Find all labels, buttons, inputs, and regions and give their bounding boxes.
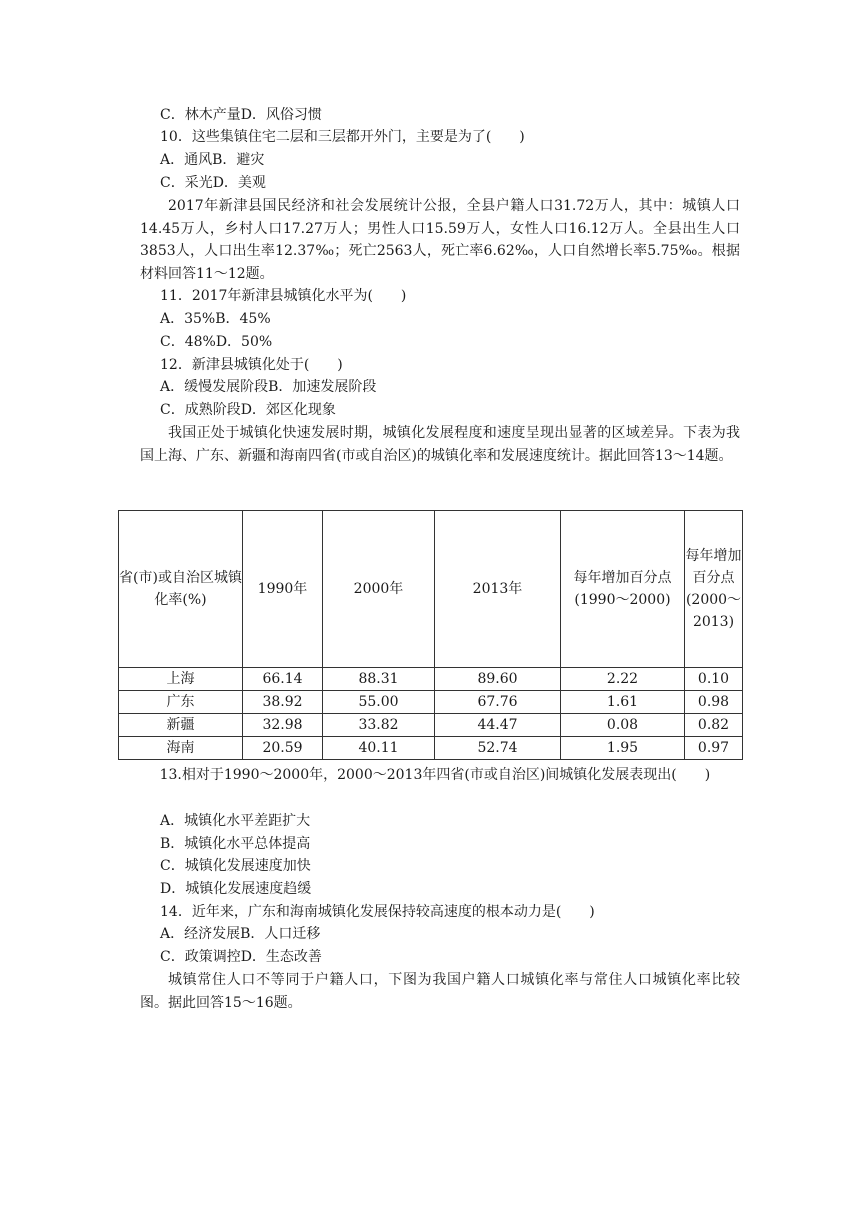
- table-cell: 0.97: [685, 737, 743, 760]
- table-header-1990: 1990年: [243, 511, 323, 668]
- passage-xinjin: 2017年新津县国民经济和社会发展统计公报，全县户籍人口31.72万人，其中：城镇人口14.45万人，乡村人口17.27万人；男性人口15.59万人，女性人口16.12万人。全县出生人口3853人，人口出生率12.37‰；死亡2563人，死亡率6.62‰，人口自然增长率5.75‰。根据材料回答11～12题。: [140, 198, 740, 282]
- table-header-row: [119, 511, 743, 668]
- q9-options-cd: C．林木产量D．风俗习惯: [160, 107, 322, 123]
- table-cell: 0.82: [685, 714, 743, 737]
- table-cell: 40.11: [323, 737, 435, 760]
- table-header-2000: 2000年: [323, 511, 435, 668]
- q13-option-c: C．城镇化发展速度加快: [160, 858, 311, 874]
- table-header-rate-2000-2013: 每年增加百分点(2000～2013): [685, 511, 743, 668]
- table-row: [119, 737, 743, 760]
- q11-stem: 11．2017年新津县城镇化水平为( ): [160, 288, 407, 304]
- table-header-rate-1990-2000: 每年增加百分点(1990～2000): [561, 511, 685, 668]
- table-cell: 66.14: [243, 668, 323, 691]
- q12-options-cd: C．成熟阶段D．郊区化现象: [160, 402, 336, 418]
- table-row: [119, 691, 743, 714]
- q10-options-ab: A．通风B．避灾: [160, 152, 265, 168]
- q13-option-b: B．城镇化水平总体提高: [160, 836, 311, 852]
- table-cell: 32.98: [243, 714, 323, 737]
- q13-option-d: D．城镇化发展速度趋缓: [160, 881, 312, 897]
- q12-stem: 12．新津县城镇化处于( ): [160, 357, 343, 373]
- table-cell: 0.08: [561, 714, 685, 737]
- table-cell: 89.60: [435, 668, 561, 691]
- table-cell: 0.10: [685, 668, 743, 691]
- table-cell: 55.00: [323, 691, 435, 714]
- q14-stem: 14．近年来，广东和海南城镇化发展保持较高速度的根本动力是( ): [160, 904, 595, 920]
- q14-options-cd: C．政策调控D．生态改善: [160, 949, 322, 965]
- passage-hukou: 城镇常住人口不等同于户籍人口，下图为我国户籍人口城镇化率与常住人口城镇化率比较图。据此回答15～16题。: [140, 972, 740, 1011]
- table-cell: 67.76: [435, 691, 561, 714]
- table-row: [119, 714, 743, 737]
- q13-option-a: A．城镇化水平差距扩大: [160, 813, 311, 829]
- q11-options-ab: A．35%B．45%: [160, 311, 271, 327]
- q12-options-ab: A．缓慢发展阶段B．加速发展阶段: [160, 379, 377, 395]
- table-cell: 广东: [119, 691, 243, 714]
- table-header-region: 省(市)或自治区城镇化率(%): [119, 511, 243, 668]
- table-row: [119, 668, 743, 691]
- table-cell: 44.47: [435, 714, 561, 737]
- table-cell: 38.92: [243, 691, 323, 714]
- q14-options-ab: A．经济发展B．人口迁移: [160, 926, 321, 942]
- q10-stem: 10．这些集镇住宅二层和三层都开外门，主要是为了( ): [160, 129, 525, 145]
- table-cell: 新疆: [119, 714, 243, 737]
- q13-stem: 13.相对于1990～2000年，2000～2013年四省(市或自治区)间城镇化发展表现出( ): [159, 767, 711, 783]
- table-cell: 上海: [119, 668, 243, 691]
- table-cell: 33.82: [323, 714, 435, 737]
- table-cell: 1.61: [561, 691, 685, 714]
- q10-options-cd: C．采光D．美观: [160, 175, 266, 191]
- table-cell: 海南: [119, 737, 243, 760]
- table-cell: 0.98: [685, 691, 743, 714]
- table-cell: 52.74: [435, 737, 561, 760]
- table-header-2013: 2013年: [435, 511, 561, 668]
- table-cell: 1.95: [561, 737, 685, 760]
- table-cell: 2.22: [561, 668, 685, 691]
- table-cell: 20.59: [243, 737, 323, 760]
- q11-options-cd: C．48%D．50%: [160, 334, 273, 350]
- table-cell: 88.31: [323, 668, 435, 691]
- urbanization-table: [118, 510, 743, 760]
- passage-urbanization: 我国正处于城镇化快速发展时期，城镇化发展程度和速度呈现出显著的区域差异。下表为我国上海、广东、新疆和海南四省(市或自治区)的城镇化率和发展速度统计。据此回答13～14题。: [140, 425, 740, 464]
